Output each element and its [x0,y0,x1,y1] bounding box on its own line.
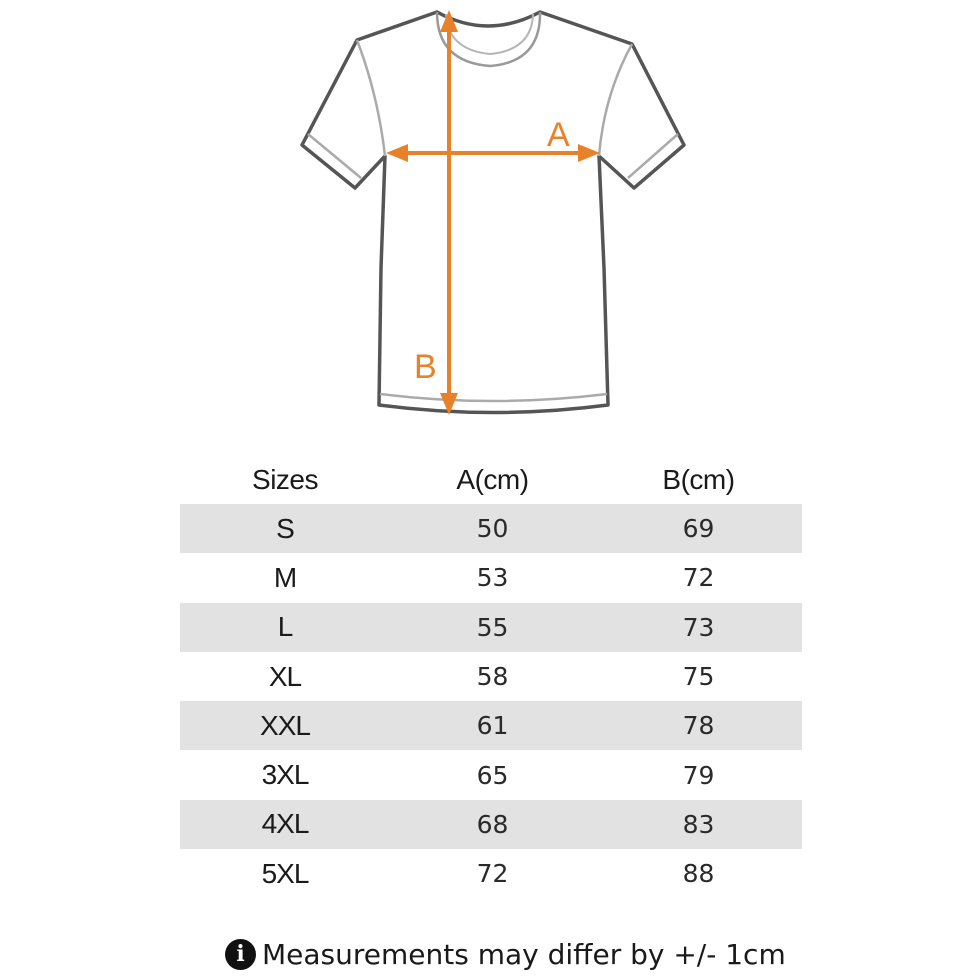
size-cell: L [277,611,293,643]
b-value-cell: 69 [682,514,715,544]
size-cell: 5XL [261,857,309,889]
table-row [180,603,802,652]
dimension-label-a: A [547,116,570,154]
b-value-cell: 88 [682,859,715,889]
header-a-cm: A(cm) [456,464,529,495]
tshirt-diagram [0,0,980,440]
size-cell: XL [268,660,302,692]
a-value-cell: 55 [476,612,509,642]
measurement-disclaimer [225,934,786,974]
table-row [180,849,802,898]
a-value-cell: 68 [476,809,509,839]
tshirt-outline [302,12,684,413]
a-value-cell: 53 [476,563,509,593]
size-cell: 4XL [261,808,309,840]
header-b-cm: B(cm) [662,464,735,495]
table-row [180,701,802,750]
a-value-cell: 58 [476,662,509,692]
a-value-cell: 50 [476,514,509,544]
b-value-cell: 78 [682,711,715,741]
table-row [180,652,802,701]
table-row [180,553,802,602]
table-row [180,504,802,553]
header-sizes: Sizes [252,464,318,495]
info-icon: i [225,939,256,970]
a-value-cell: 61 [476,711,509,741]
disclaimer-text: Measurements may differ by +/- 1cm [262,937,786,971]
size-cell: M [273,561,297,593]
table-row [180,800,802,849]
a-value-cell: 72 [476,859,509,889]
a-value-cell: 65 [476,760,509,790]
b-value-cell: 83 [682,809,715,839]
b-value-cell: 75 [682,662,715,692]
dimension-label-b: B [414,348,437,386]
b-value-cell: 79 [682,760,715,790]
table-header-row [180,456,802,504]
b-value-cell: 73 [682,612,715,642]
size-chart-table [180,456,802,898]
size-cell: XXL [260,709,310,741]
b-value-cell: 72 [682,563,715,593]
table-row [180,750,802,799]
size-cell: 3XL [261,759,309,791]
size-cell: S [276,512,294,544]
